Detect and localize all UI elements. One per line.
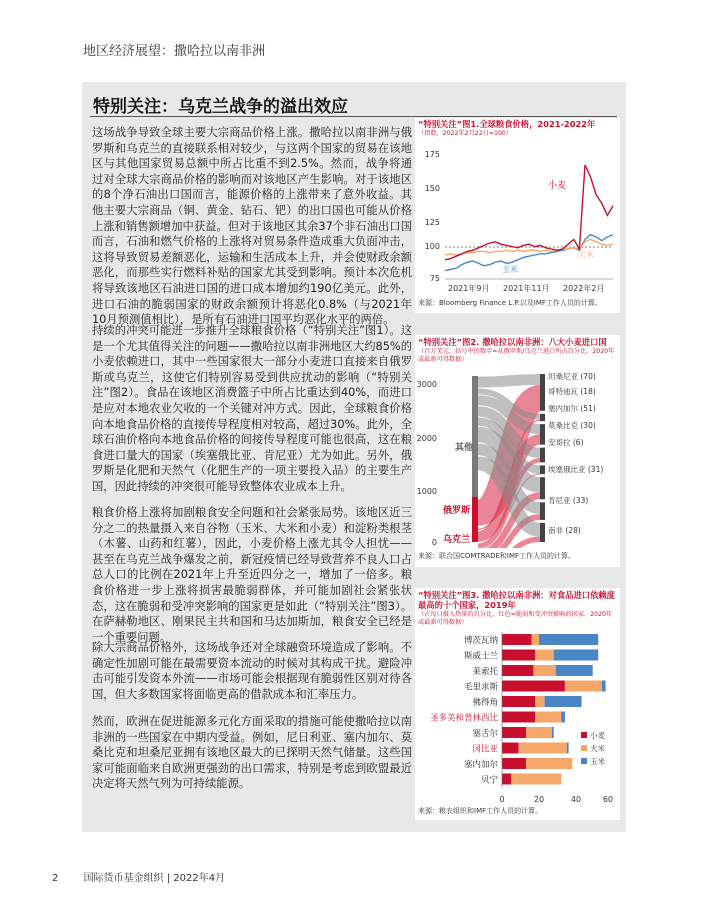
target-label: 安哥拉 (6) (548, 438, 584, 447)
bar-segment (535, 696, 544, 707)
figure-2-chart (415, 366, 620, 548)
target-label: 塞内加尔 (51) (548, 404, 596, 413)
figure-2-title: “特别关注”图2. 撒哈拉以南非洲：八大小麦进口国 (418, 337, 607, 347)
category-label: 佛得角 (472, 698, 498, 708)
x-tick-label: 40 (570, 795, 582, 804)
figure-2-subtitle: （百万美元，括号中的数字=从俄罗斯/乌克兰进口所占百分比，2020年或最新可得数据） (418, 348, 615, 363)
bar-segment (502, 712, 535, 723)
paragraph-2: 持续的冲突可能进一步推升全球粮食价格（“特别关注”图1）。这是一个尤其值得关注的问题——撒哈拉以南非洲地区大约85%的小麦依赖进口，其中一些国家很大一部分小麦进口直接来自俄罗斯或乌克兰，这使它们特别容易受到供应扰动的影响（“特别关注”图2）。食品在该地区消费篮子中所占比重达到40%，而进口是应对本地农业欠收的一个关键对冲方式。因此，全球粮食价格向本地食品价格的直接传导程度相对较高，超过30%。此外，全球石油价格向本地食品价格的间接传导程度可能也很高，这在粮食进口量大的国家（埃塞俄比亚、肯尼亚）尤为如此。另外，俄罗斯是化肥和天然气（化肥生产的一项主要投入品）的主要生产国，因此持续的冲突很可能导致整体农业成本上升。 (92, 324, 412, 493)
source-label-other: 其他 (455, 443, 474, 453)
source-node-ukraine (472, 534, 478, 542)
legend-swatch-wheat (581, 732, 587, 738)
y-tick-label: 100 (424, 242, 440, 251)
figure-1-chart (415, 139, 620, 295)
bar-segment (502, 743, 519, 754)
target-node (540, 374, 545, 411)
paragraph-5: 然而，欧洲在促进能源多元化方面采取的措施可能使撒哈拉以南非洲的一些国家在中期内受益。例如，尼日利亚、塞内加尔、莫桑比克和坦桑尼亚拥有该地区最大的已探明天然气储量。这些国家可能面临来自欧洲更强劲的出口需求，特别是考虑到欧盟最近决定将天然气列为可持续能源。 (92, 715, 412, 791)
target-label: 莫桑比克 (30) (548, 421, 596, 430)
source-node-other (472, 376, 478, 497)
figure-3-title: “特别关注”图3. 撒哈拉以南非洲：对食品进口依赖度最高的十个国家，2019年 (418, 590, 615, 610)
target-label: 哥特迪瓦 (18) (548, 387, 596, 396)
legend-label-corn: 玉米 (590, 757, 605, 766)
legend-swatch-corn (581, 758, 587, 764)
x-tick-label: 20 (533, 795, 545, 804)
target-label: 埃塞俄比亚 (31) (548, 465, 604, 474)
bar-segment (534, 665, 556, 676)
y-tick-label: 2000 (416, 434, 437, 443)
y-tick-label: 125 (424, 218, 440, 227)
bar-segment (567, 743, 569, 754)
series-label-wheat: 小麦 (548, 181, 567, 191)
bar-segment (535, 650, 554, 661)
y-tick-label: 3000 (416, 380, 437, 389)
legend-label-wheat: 小麦 (590, 731, 605, 740)
y-tick-label: 0 (431, 538, 437, 547)
figure-2-source: 来源：联合国COMTRADE和IMF工作人员的计算。 (418, 552, 576, 560)
paragraph-3: 粮食价格上涨将加剧粮食安全问题和社会紧张局势。该地区近三分之二的热量摄入来自谷物（玉米、大米和小麦）和淀粉类根茎（木薯、山药和红薯），因此，小麦价格上涨尤其令人担忧——甚至在乌克兰战争爆发之前，新冠疫情已经导致营养不良人口占总人口的比例在2021年上升至近四分之一，增加了一倍多。粮食价格进一步上涨将损害最脆弱群体，并可能加剧社会紧张状态，这在脆弱和受冲突影响的国家更是如此（“特别关注”图3）。在萨赫勒地区、刚果民主共和国和马达加斯加，粮食安全已经是一个重要问题。 (92, 506, 412, 644)
target-label: 南非 (28) (548, 526, 581, 535)
series-line (445, 165, 613, 260)
page-footer (52, 869, 225, 884)
title-divider (90, 116, 617, 117)
source-node-russia (472, 497, 478, 534)
figure-3-source: 来源：粮农组织和IMF工作人员的计算。 (418, 807, 543, 815)
target-label: 坦桑尼亚 (70) (548, 372, 596, 381)
target-node (540, 448, 545, 463)
y-tick-label: 1000 (416, 487, 437, 496)
bar-segment (502, 665, 533, 676)
y-tick-label: 175 (424, 150, 440, 159)
bar-segment (532, 634, 539, 645)
bar-segment (502, 758, 526, 769)
y-tick-label: 150 (424, 184, 440, 193)
bar-segment (511, 774, 561, 785)
target-node (540, 465, 545, 474)
bar-segment (561, 712, 565, 723)
paragraph-1: 这场战争导致全球主要大宗商品价格上涨。撒哈拉以南非洲与俄罗斯和乌克兰的直接联系相对较少，与这两个国家的贸易在该地区与其他国家贸易总额中所占比重不到2.5%。然而，战争将通过对全球大宗商品价格的影响而对该地区产生影响。对于该地区的8个净石油出口国而言，能源价格的上涨带来了意外收益。其他主要大宗商品（铜、黄金、钻石、钯）的出口国也可能从价格上涨和销售额增加中获益。但对于该地区其余37个非石油出口国而言，石油和燃气价格的上涨将对贸易条件造成重大负面冲击，这将导致贸易差额恶化，运输和生活成本上升，并会使财政余额恶化，而那些实行燃料补贴的国家尤其受到影响。预计本次危机将导致该地区石油进口国的进口成本增加约190亿美元。此外，进口石油的脆弱国家的财政余额预计将恶化0.8%（与2021年10月预测值相比），是所有石油进口国平均恶化水平的两倍。 (92, 126, 412, 327)
bar-segment (556, 665, 593, 676)
category-label: 塞内加尔 (463, 760, 498, 770)
flow-other (478, 380, 540, 383)
source-label-ukraine: 乌克兰 (443, 535, 471, 545)
bar-segment (502, 681, 565, 692)
footer-text: 国际货币基金组织 | 2022年4月 (83, 873, 226, 884)
bar-segment (519, 743, 567, 754)
figure-1-source: 来源：Bloomberg Finance L.P.以及IMF工作人员的计算。 (418, 299, 602, 307)
bar-segment (502, 774, 511, 785)
target-node (540, 502, 545, 520)
target-node (540, 477, 545, 499)
figure-3-chart (415, 630, 620, 806)
x-tick-label: 2021年9月 (448, 284, 490, 293)
bar-segment (565, 681, 602, 692)
figure-1-title: “特别关注”图1.全球粮食价格，2021-2022年 (418, 119, 596, 129)
bar-segment (539, 634, 598, 645)
bar-segment (526, 758, 572, 769)
category-label: 贝宁 (480, 775, 498, 786)
series-label-corn: 玉米 (502, 265, 518, 274)
bar-segment (545, 696, 582, 707)
bar-segment (535, 712, 561, 723)
bar-segment (502, 634, 532, 645)
legend-label-rice: 大米 (590, 744, 605, 753)
category-label: 斯威士兰 (463, 651, 498, 662)
figure-1-subtitle: （指数，2022年2月22日=100） (418, 130, 513, 137)
category-label: 博茨瓦纳 (463, 636, 498, 646)
box-title: 特别关注：乌克兰战争的溢出效应 (93, 97, 348, 117)
category-label: 塞舌尔 (472, 729, 498, 739)
target-node (540, 424, 545, 445)
figure-3-subtitle: （占每日摄入热量的百分比，红色=脆弱和受冲突影响的国家，2020年或最新可得数据） (418, 611, 613, 626)
paragraph-4: 除大宗商品价格外，这场战争还对全球融资环境造成了影响。不确定性加剧可能在最需要资本流动的时候对其构成干扰。避险冲击可能引发资本外流——市场可能会根据现有脆弱性区别对待各国，但大多数国家将面临更高的借款成本和汇率压力。 (92, 641, 412, 701)
x-tick-label: 2021年11月 (503, 284, 550, 293)
category-label: 毛里求斯 (463, 682, 498, 693)
bar-segment (602, 681, 606, 692)
legend-swatch-rice (581, 745, 587, 751)
y-tick-label: 75 (429, 274, 440, 283)
x-tick-label: 0 (499, 795, 505, 804)
category-label: 莱索托 (472, 667, 498, 677)
series-label-rice: 大米 (578, 250, 594, 259)
bar-segment (502, 696, 535, 707)
x-tick-label: 2022年2月 (563, 284, 605, 293)
target-node (540, 414, 545, 421)
bar-segment (502, 727, 526, 738)
category-label: 冈比亚 (472, 744, 498, 755)
page-number: 2 (52, 873, 59, 884)
bar-segment (552, 727, 554, 738)
x-tick-label: 60 (602, 795, 613, 804)
category-label: 圣多美和普林西比 (429, 713, 498, 724)
target-node (540, 523, 545, 542)
bar-segment (526, 727, 552, 738)
running-header: 地区经济展望：撒哈拉以南非洲 (83, 44, 266, 59)
target-label: 肯尼亚 (33) (548, 496, 589, 505)
source-label-russia: 俄罗斯 (443, 506, 471, 516)
bar-segment (554, 650, 598, 661)
bar-segment (502, 650, 535, 661)
